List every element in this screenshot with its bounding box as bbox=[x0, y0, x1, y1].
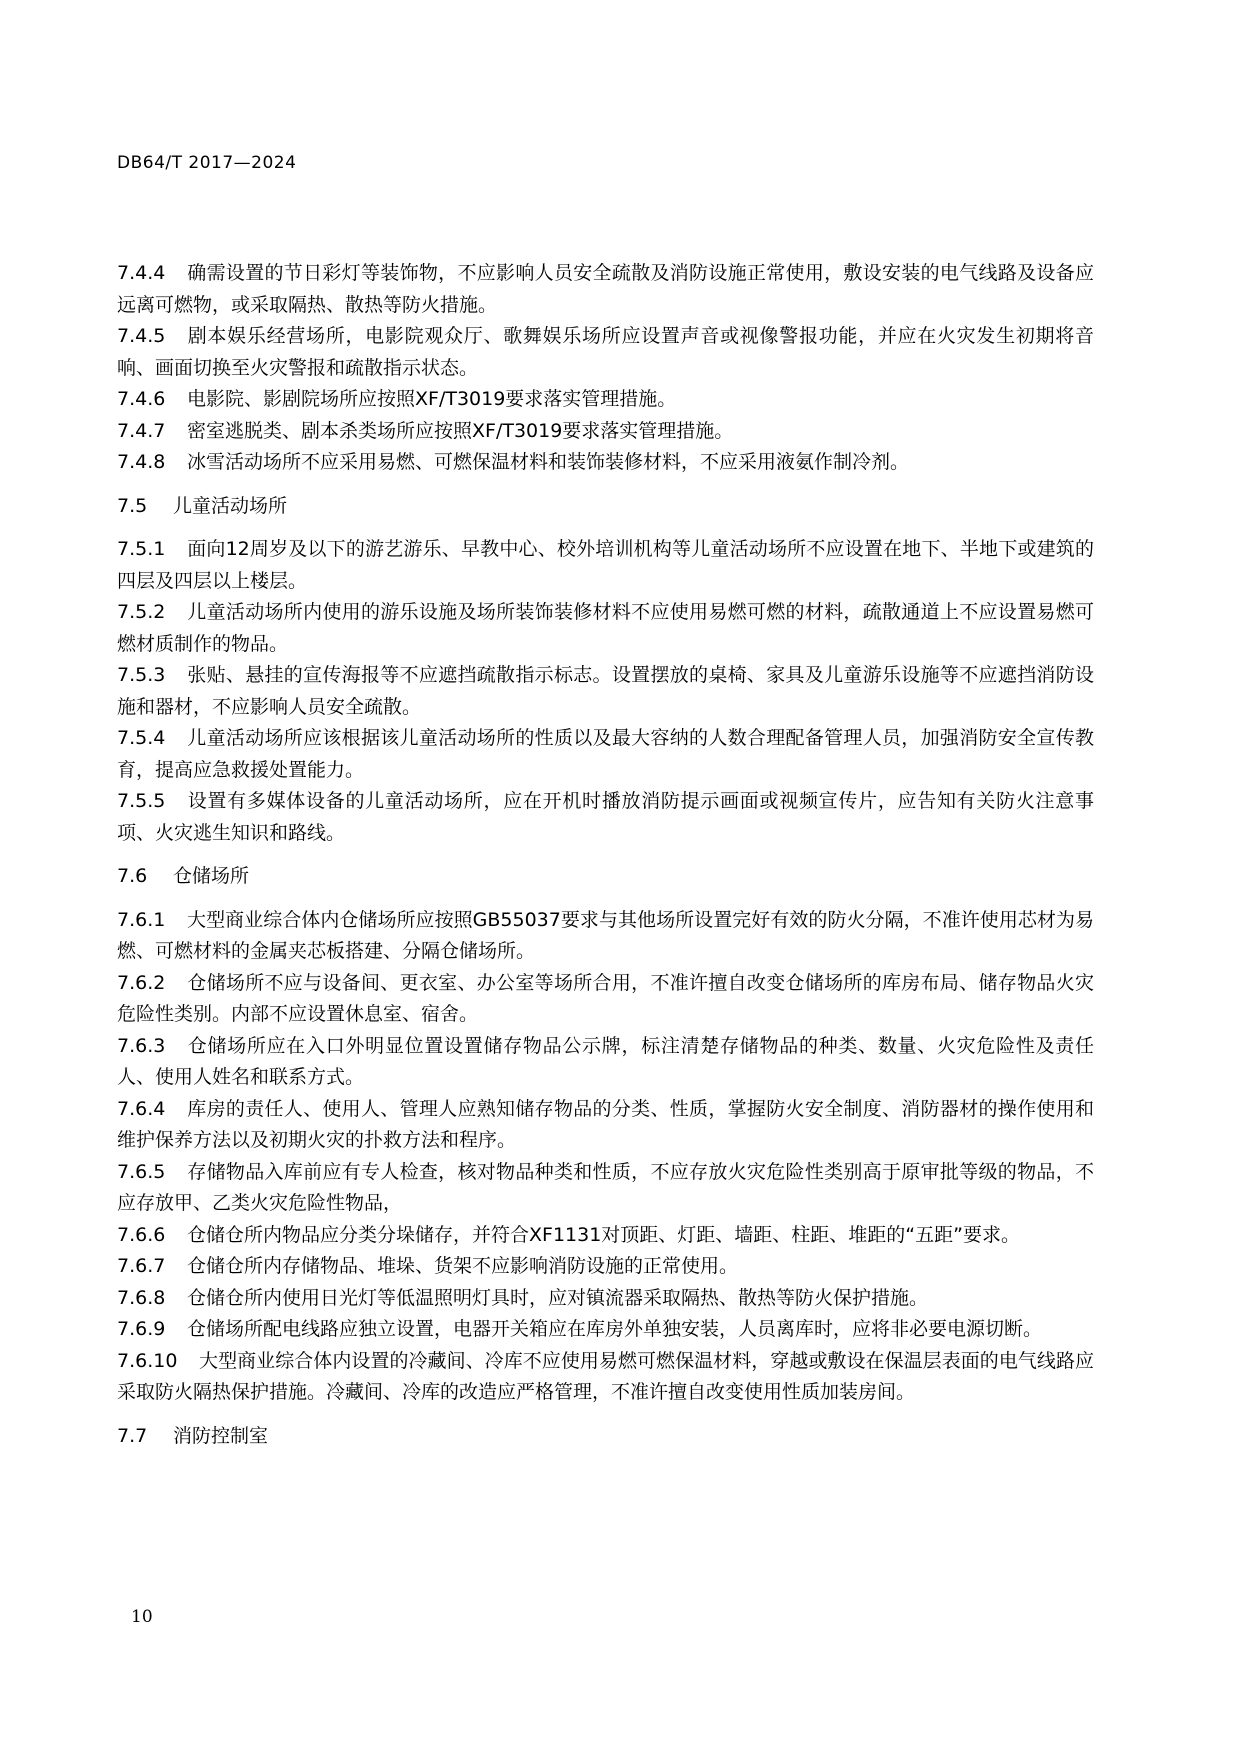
section-heading bbox=[117, 1421, 1094, 1453]
page-number: 10 bbox=[131, 1607, 153, 1627]
clause-paragraph bbox=[117, 1283, 1094, 1315]
clause-number: 7.4.5 bbox=[117, 325, 166, 347]
clause-paragraph bbox=[117, 660, 1094, 723]
clause-number: 7.5.3 bbox=[117, 664, 166, 686]
section-number: 7.7 bbox=[117, 1424, 148, 1447]
clause-text: 存储物品入库前应有专人检查，核对物品种类和性质，不应存放火灾危险性类别高于原审批等级的物品，不应存放甲、乙类火灾危险性物品， bbox=[117, 1160, 1094, 1214]
clause-number: 7.6.5 bbox=[117, 1160, 166, 1183]
clause-number: 7.5.1 bbox=[117, 538, 166, 560]
clause-text: 电影院、影剧院场所应按照XF/T3019要求落实管理措施。 bbox=[187, 388, 677, 410]
clause-number: 7.6.7 bbox=[117, 1255, 166, 1277]
clause-number: 7.6.6 bbox=[117, 1223, 166, 1246]
clause-text: 张贴、悬挂的宣传海报等不应遮挡疏散指示标志。设置摆放的桌椅、家具及儿童游乐设施等不应遮挡消防设施和器材，不应影响人员安全疏散。 bbox=[117, 664, 1094, 718]
clause-number: 7.6.9 bbox=[117, 1318, 166, 1340]
clause-text: 儿童活动场所内使用的游乐设施及场所装饰装修材料不应使用易燃可燃的材料，疏散通道上不应设置易燃可燃材质制作的物品。 bbox=[117, 601, 1094, 655]
clause-paragraph bbox=[117, 416, 1094, 448]
clause-paragraph bbox=[117, 258, 1094, 321]
clause-number: 7.4.6 bbox=[117, 388, 166, 410]
clause-text: 大型商业综合体内仓储场所应按照GB55037要求与其他场所设置完好有效的防火分隔，不准许使用芯材为易燃、可燃材料的金属夹芯板搭建、分隔仓储场所。 bbox=[117, 908, 1094, 962]
clause-paragraph bbox=[117, 786, 1094, 849]
clause-number: 7.5.2 bbox=[117, 601, 166, 623]
clause-text: 仓储仓所内使用日光灯等低温照明灯具时，应对镇流器采取隔热、散热等防火保护措施。 bbox=[187, 1286, 929, 1309]
clause-text: 仓储仓所内物品应分类分垛储存，并符合XF1131对顶距、灯距、墙距、柱距、堆距的“五距”要求。 bbox=[187, 1223, 1020, 1246]
clause-number: 7.6.3 bbox=[117, 1034, 166, 1057]
clause-paragraph bbox=[117, 534, 1094, 597]
clause-paragraph bbox=[117, 968, 1094, 1031]
clause-number: 7.6.4 bbox=[117, 1097, 166, 1120]
clause-paragraph bbox=[117, 1157, 1094, 1220]
clause-text: 仓储场所配电线路应独立设置，电器开关箱应在库房外单独安装，人员离库时，应将非必要电源切断。 bbox=[187, 1318, 1043, 1340]
clause-number: 7.4.7 bbox=[117, 419, 166, 442]
document-body bbox=[117, 258, 1094, 1464]
clause-text: 仓储场所应在入口外明显位置设置储存物品公示牌，标注清楚存储物品的种类、数量、火灾危险性及责任人、使用人姓名和联系方式。 bbox=[117, 1034, 1094, 1088]
clause-text: 大型商业综合体内设置的冷藏间、冷库不应使用易燃可燃保温材料，穿越或敷设在保温层表面的电气线路应采取防火隔热保护措施。冷藏间、冷库的改造应严格管理，不准许擅自改变使用性质加装房间。 bbox=[117, 1349, 1094, 1403]
clause-text: 设置有多媒体设备的儿童活动场所，应在开机时播放消防提示画面或视频宣传片，应告知有关防火注意事项、火灾逃生知识和路线。 bbox=[117, 790, 1094, 844]
clause-number: 7.4.4 bbox=[117, 262, 166, 284]
standard-code-header: DB64/T 2017—2024 bbox=[117, 153, 297, 173]
clause-number: 7.6.2 bbox=[117, 971, 166, 994]
section-title: 消防控制室 bbox=[173, 1424, 269, 1447]
section-heading bbox=[117, 861, 1094, 893]
clause-number: 7.6.8 bbox=[117, 1286, 166, 1309]
clause-paragraph bbox=[117, 1346, 1094, 1409]
clause-paragraph bbox=[117, 1314, 1094, 1346]
clause-text: 仓储仓所内存储物品、堆垛、货架不应影响消防设施的正常使用。 bbox=[187, 1255, 739, 1277]
clause-paragraph bbox=[117, 723, 1094, 786]
clause-text: 面向12周岁及以下的游艺游乐、早教中心、校外培训机构等儿童活动场所不应设置在地下、半地下或建筑的四层及四层以上楼层。 bbox=[117, 538, 1094, 592]
clause-paragraph bbox=[117, 1094, 1094, 1157]
clause-paragraph bbox=[117, 321, 1094, 384]
clause-text: 冰雪活动场所不应采用易燃、可燃保温材料和装饰装修材料，不应采用液氨作制冷剂。 bbox=[187, 451, 910, 473]
clause-paragraph bbox=[117, 1220, 1094, 1252]
clause-number: 7.6.1 bbox=[117, 908, 166, 931]
clause-number: 7.6.10 bbox=[117, 1349, 178, 1372]
clause-text: 密室逃脱类、剧本杀类场所应按照XF/T3019要求落实管理措施。 bbox=[187, 419, 734, 442]
clause-text: 仓储场所不应与设备间、更衣室、办公室等场所合用，不准许擅自改变仓储场所的库房布局、储存物品火灾危险性类别。内部不应设置休息室、宿舍。 bbox=[117, 971, 1094, 1025]
clause-text: 确需设置的节日彩灯等装饰物，不应影响人员安全疏散及消防设施正常使用，敷设安装的电气线路及设备应远离可燃物，或采取隔热、散热等防火措施。 bbox=[117, 262, 1094, 316]
section-number: 7.6 bbox=[117, 865, 148, 887]
clause-paragraph bbox=[117, 1031, 1094, 1094]
clause-paragraph bbox=[117, 597, 1094, 660]
clause-paragraph bbox=[117, 1251, 1094, 1283]
clause-number: 7.5.5 bbox=[117, 790, 166, 812]
clause-text: 剧本娱乐经营场所，电影院观众厅、歌舞娱乐场所应设置声音或视像警报功能，并应在火灾发生初期将音响、画面切换至火灾警报和疏散指示状态。 bbox=[117, 325, 1094, 379]
clause-text: 库房的责任人、使用人、管理人应熟知储存物品的分类、性质，掌握防火安全制度、消防器材的操作使用和维护保养方法以及初期火灾的扑救方法和程序。 bbox=[117, 1097, 1094, 1151]
section-number: 7.5 bbox=[117, 494, 148, 517]
clause-number: 7.5.4 bbox=[117, 727, 166, 749]
clause-paragraph bbox=[117, 905, 1094, 968]
section-title: 儿童活动场所 bbox=[173, 494, 288, 517]
section-heading bbox=[117, 491, 1094, 523]
clause-number: 7.4.8 bbox=[117, 451, 166, 473]
clause-paragraph bbox=[117, 384, 1094, 416]
clause-text: 儿童活动场所应该根据该儿童活动场所的性质以及最大容纳的人数合理配备管理人员，加强消防安全宣传教育，提高应急救援处置能力。 bbox=[117, 727, 1094, 781]
clause-paragraph bbox=[117, 447, 1094, 479]
section-title: 仓储场所 bbox=[173, 865, 250, 887]
